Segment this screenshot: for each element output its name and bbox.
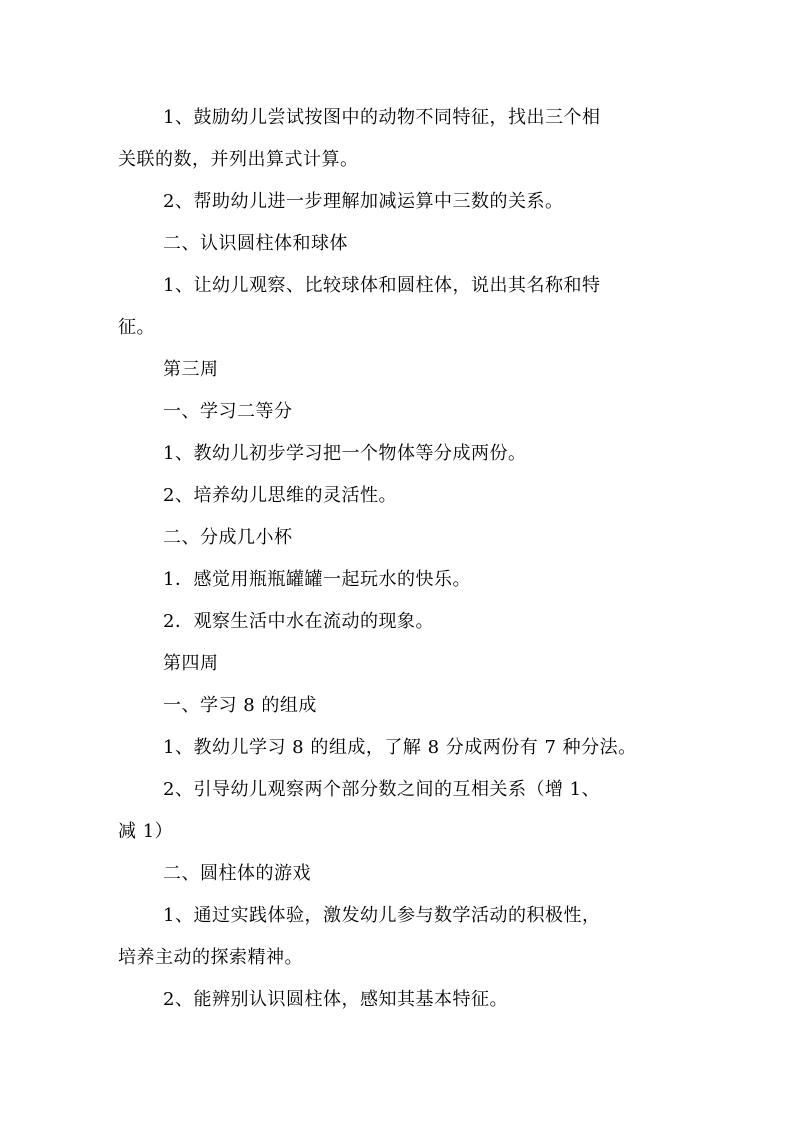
- paragraph-line: 培养主动的探索精神。: [118, 947, 303, 968]
- paragraph-line: 征。: [118, 317, 155, 338]
- week-heading: 第三周: [163, 359, 219, 380]
- paragraph-line: 1、通过实践体验，激发幼儿参与数学活动的积极性，: [163, 905, 601, 926]
- paragraph-line: 2、能辨别认识圆柱体，感知其基本特征。: [163, 989, 508, 1010]
- paragraph-line: 2．观察生活中水在流动的现象。: [163, 611, 434, 632]
- paragraph-line: 1．感觉用瓶瓶罐罐一起玩水的快乐。: [163, 569, 471, 590]
- section-heading: 二、圆柱体的游戏: [163, 863, 311, 884]
- paragraph-line: 2、帮助幼儿进一步理解加减运算中三数的关系。: [163, 191, 564, 212]
- paragraph-line: 关联的数，并列出算式计算。: [118, 149, 359, 170]
- section-heading: 一、学习二等分: [163, 401, 293, 422]
- section-heading: 一、学习 8 的组成: [163, 695, 317, 716]
- paragraph-line: 2、培养幼儿思维的灵活性。: [163, 485, 397, 506]
- paragraph-line: 2、引导幼儿观察两个部分数之间的互相关系（增 1、: [163, 779, 601, 800]
- week-heading: 第四周: [163, 653, 219, 674]
- paragraph-line: 1、教幼儿学习 8 的组成，了解 8 分成两份有 7 种分法。: [163, 737, 637, 758]
- paragraph-line: 1、教幼儿初步学习把一个物体等分成两份。: [163, 443, 527, 464]
- paragraph-line: 1、鼓励幼儿尝试按图中的动物不同特征，找出三个相: [163, 107, 601, 128]
- paragraph-line: 减 1）: [118, 821, 174, 842]
- section-heading: 二、认识圆柱体和球体: [163, 233, 348, 254]
- paragraph-line: 1、让幼儿观察、比较球体和圆柱体，说出其名称和特: [163, 275, 601, 296]
- section-heading: 二、分成几小杯: [163, 527, 293, 548]
